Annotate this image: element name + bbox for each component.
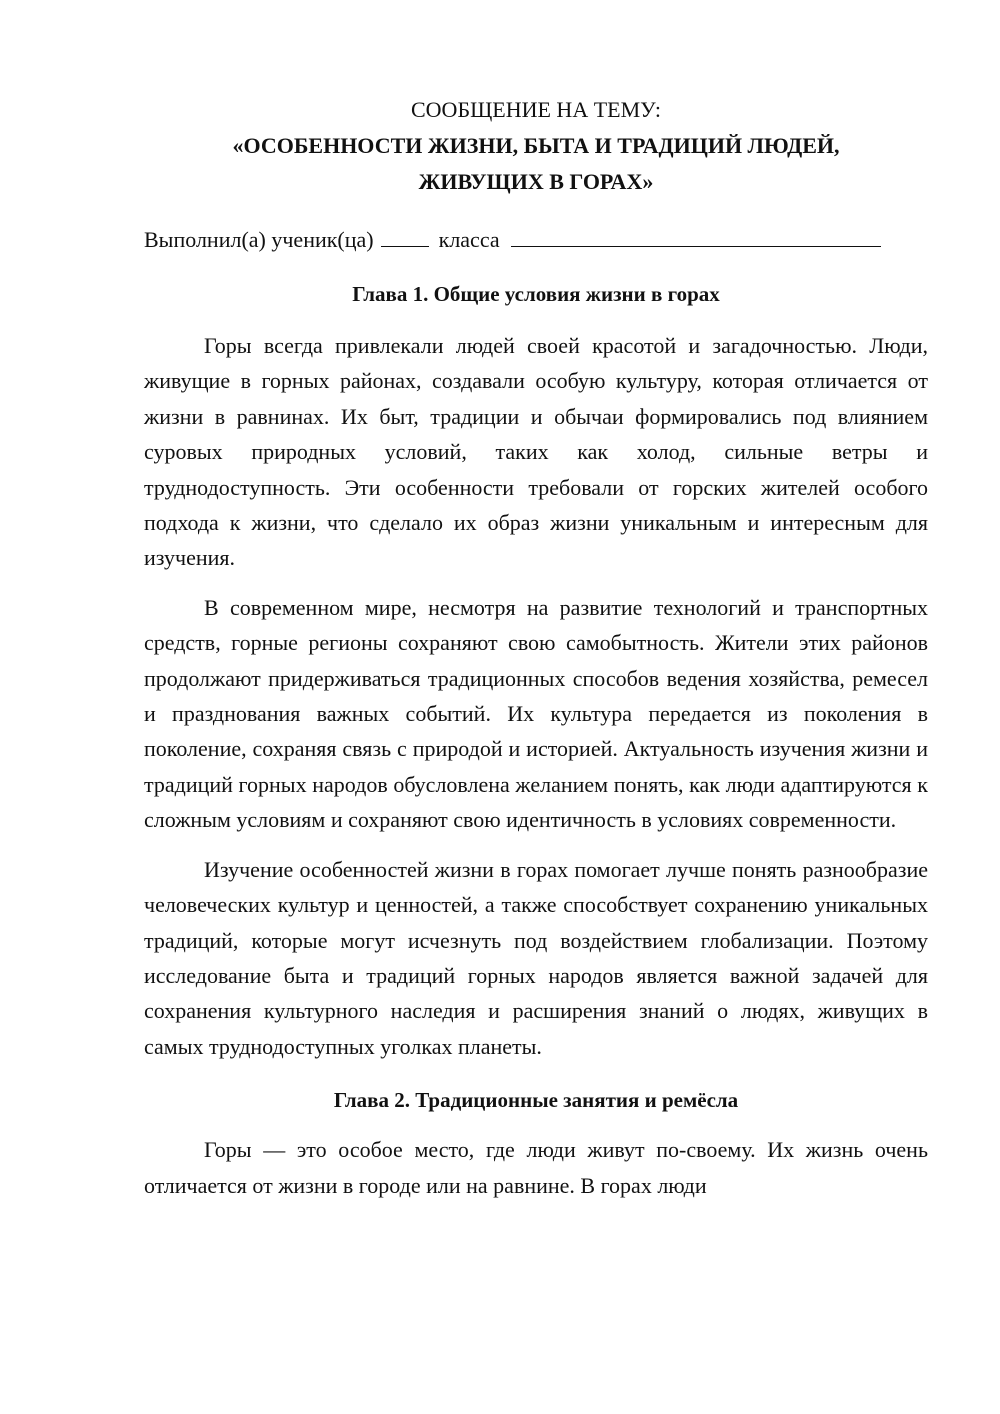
chapter-2-heading: Глава 2. Традиционные занятия и ремёсла (333, 1088, 739, 1113)
class-blank (381, 224, 429, 247)
chapter-1-paragraph: Изучение особенностей жизни в горах помогает лучше понять разнообразие человеческих культур и ценностей, а также способствует сохранению уникальных традиций, которые могут исчезнуть под воздействием глобализации. Поэтому исследование быта и традиций горных народов является важной задачей для сохранения культурного наследия и расширения знаний о людях, живущих в самых труднодоступных уголках планеты. (144, 856, 928, 1059)
document-title-line-1: «ОСОБЕННОСТИ ЖИЗНИ, БЫТА И ТРАДИЦИЙ ЛЮДЕЙ, (232, 133, 840, 158)
chapter-2-paragraph: Горы — это особое место, где люди живут по-своему. Их жизнь очень отличается от жизни в городе или на равнине. В горах люди (144, 1137, 928, 1198)
document-type-heading: СООБЩЕНИЕ НА ТЕМУ: (411, 97, 661, 122)
chapter-1-paragraph: Горы всегда привлекали людей своей красотой и загадочностью. Люди, живущие в горных районах, создавали особую культуру, которая отличается от жизни в равнинах. Их быт, традиции и обычаи формировались под влиянием суровых природных условий, таких как холод, сильные ветры и труднодоступность. Эти особенности требовали от горских жителей особого подхода к жизни, что сделало их образ жизни уникальным и интересным для изучения. (144, 333, 928, 571)
document-content (144, 92, 928, 1203)
chapter-1-paragraph: В современном мире, несмотря на развитие технологий и транспортных средств, горные регионы сохраняют свою самобытность. Жители этих районов продолжают придерживаться традиционных способов ведения хозяйства, ремесел и празднования важных событий. Их культура передается из поколения в поколение, сохраняя связь с природой и историей. Актуальность изучения жизни и традиций горных народов обусловлена желанием понять, как люди адаптируются к сложным условиям и сохраняют свою идентичность в условиях современности. (144, 594, 928, 833)
author-prefix: Выполнил(а) ученик(ца) (144, 227, 374, 252)
document-title-line-2: ЖИВУЩИХ В ГОРАХ» (418, 169, 654, 194)
author-middle: класса (438, 227, 500, 252)
chapter-1-heading: Глава 1. Общие условия жизни в горах (352, 282, 720, 306)
author-line (144, 222, 928, 258)
name-blank (511, 224, 881, 247)
